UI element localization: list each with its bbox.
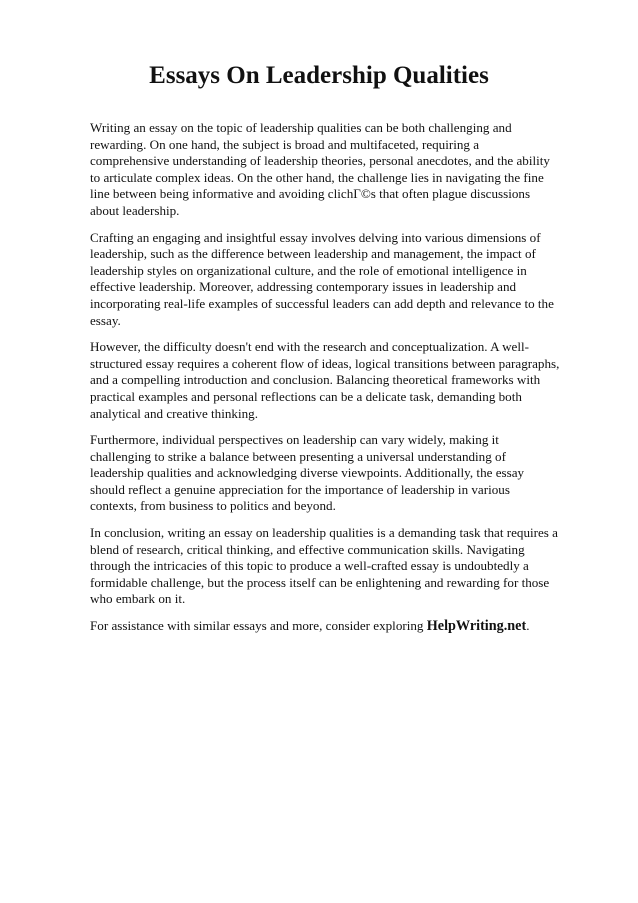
closing-suffix: . bbox=[526, 618, 530, 634]
page-title: Essays On Leadership Qualities bbox=[149, 62, 489, 89]
paragraph-3: However, the difficulty doesn't end with the research and conceptualization. A well-structured essay requires a coherent flow of ideas, logical transitions between paragraphs, and a compelling introduction and conclusion. Balancing theoretical frameworks with practical examples and personal reflections can be a delicate task, demanding both analytical and creative thinking. bbox=[90, 339, 560, 421]
paragraph-1: Writing an essay on the topic of leadership qualities can be both challenging and rewarding. On one hand, the subject is broad and multifaceted, requiring a comprehensive understanding of leadership theories, personal anecdotes, and the ability to articulate complex ideas. On the other hand, the challenge lies in navigating the fine line between being informative and avoiding clichГ©s that often plague discussions about leadership. bbox=[90, 120, 550, 218]
closing-text: For assistance with similar essays and more, consider exploring bbox=[90, 618, 427, 634]
helpwriting-link[interactable]: HelpWriting.net bbox=[426, 618, 527, 635]
document-body bbox=[90, 120, 560, 645]
paragraph-2: Crafting an engaging and insightful essay involves delving into various dimensions of leadership, such as the difference between leadership and management, the impact of leadership styles on organizational culture, and the role of emotional intelligence in effective leadership. Moreover, addressing contemporary issues in leadership and incorporating real-life examples of successful leaders can add depth and relevance to the essay. bbox=[90, 229, 554, 328]
paragraph-4: Furthermore, individual perspectives on leadership can vary widely, making it challenging to strike a balance between presenting a universal understanding of leadership qualities and acknowledging diverse viewpoints. Additionally, the essay should reflect a genuine appreciation for the importance of leadership in various contexts, from business to politics and beyond. bbox=[90, 432, 525, 514]
closing-paragraph bbox=[90, 618, 560, 635]
paragraph-5: In conclusion, writing an essay on leadership qualities is a demanding task that requires a blend of research, critical thinking, and effective communication skills. Navigating through the intricacies of this topic to produce a well-crafted essay is undoubtedly a formidable challenge, but the process itself can be enlightening and rewarding for those who embark on it. bbox=[90, 525, 558, 607]
